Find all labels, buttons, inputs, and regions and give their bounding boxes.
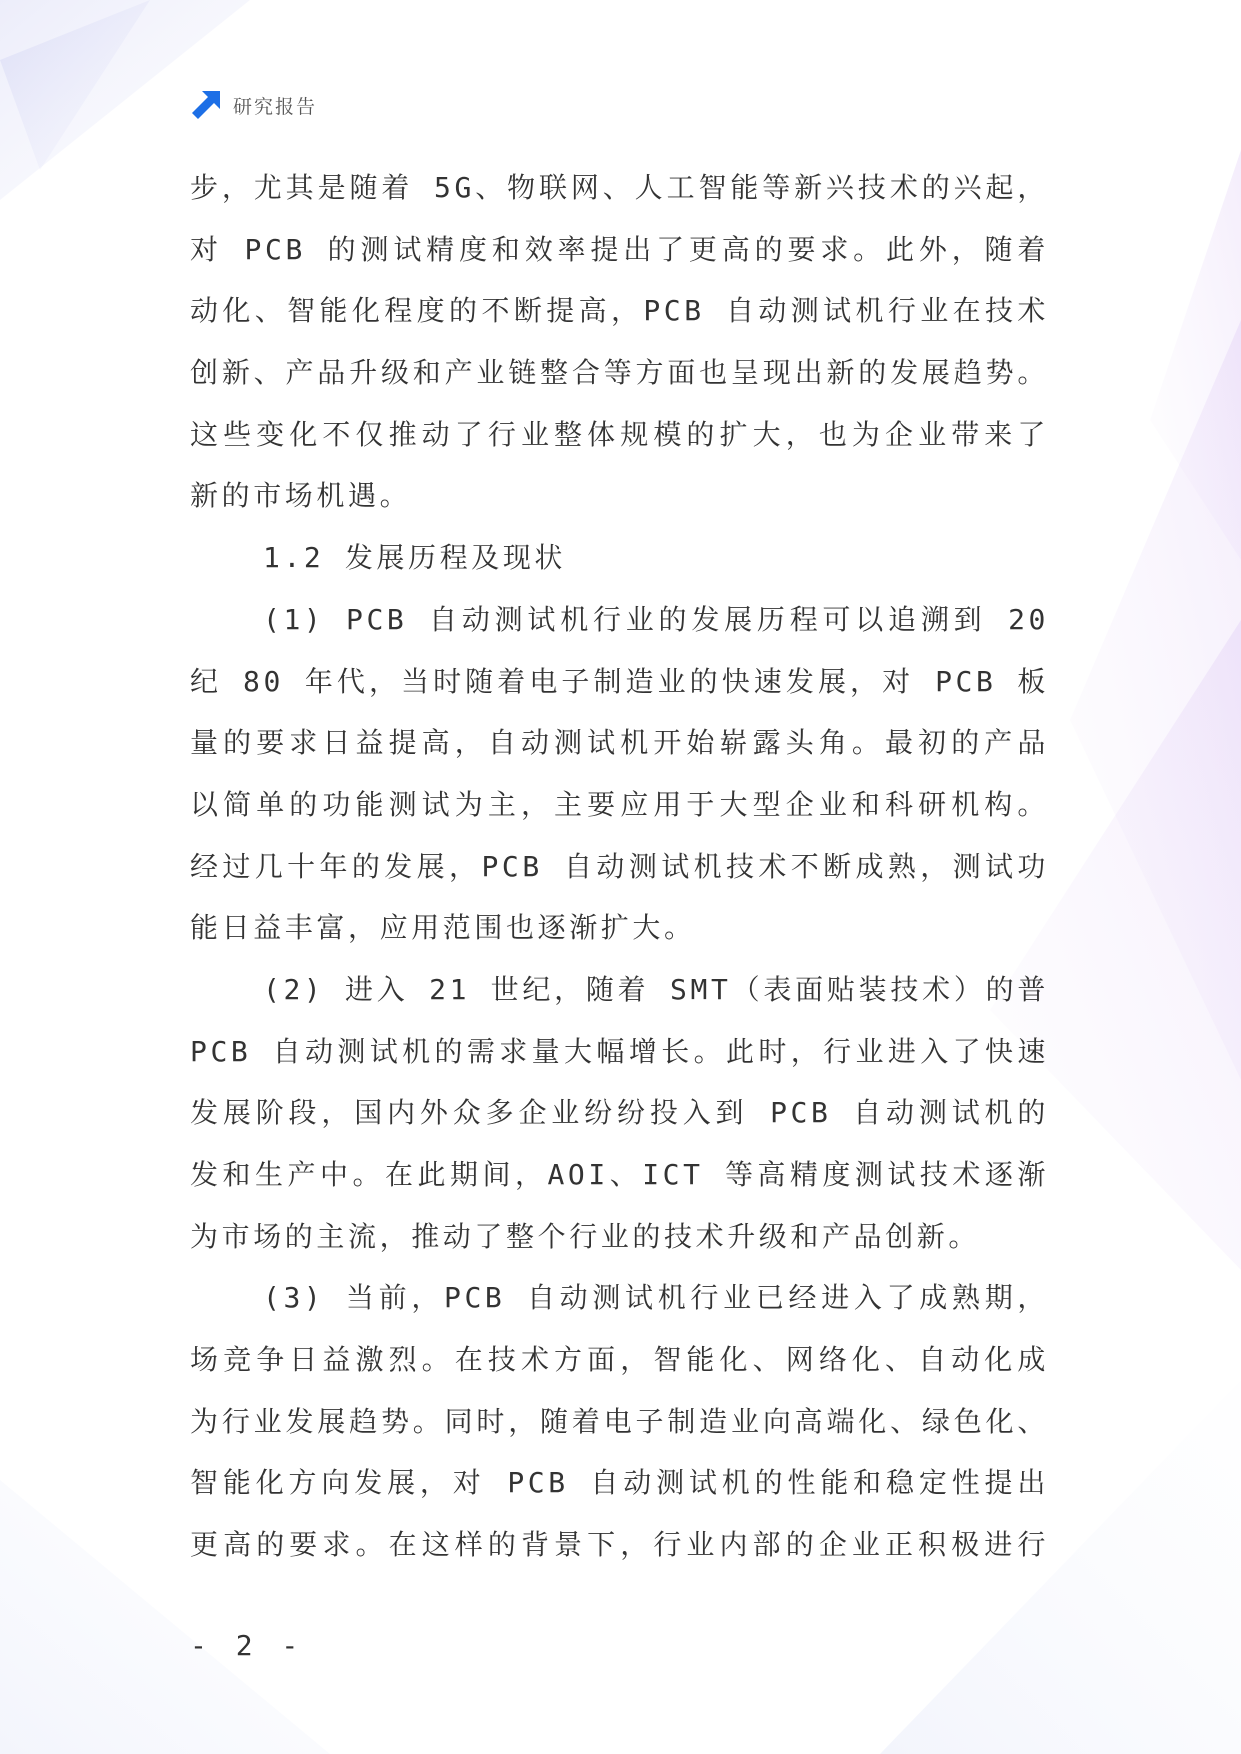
body-text-line: 为市场的主流，推动了整个行业的技术升级和产品创新。 [190, 1219, 981, 1253]
body-text-line: PCB 自动测试机的需求量大幅增长。此时，行业进入了快速 [190, 1034, 1049, 1068]
body-text-line: 为行业发展趋势。同时，随着电子制造业向高端化、绿色化、 [190, 1404, 1049, 1438]
body-text-line: (3) 当前，PCB 自动测试机行业已经进入了成熟期， [263, 1281, 1049, 1315]
body-text-line: 智能化方向发展，对 PCB 自动测试机的性能和稳定性提出 [190, 1466, 1049, 1500]
header-title: 研究报告 [233, 95, 318, 118]
body-text-line: 经过几十年的发展，PCB 自动测试机技术不断成熟，测试功 [190, 849, 1049, 883]
body-text-line: 发展阶段，国内外众多企业纷纷投入到 PCB 自动测试机的 [190, 1096, 1049, 1130]
body-text-line: 场竞争日益激烈。在技术方面，智能化、网络化、自动化成 [190, 1343, 1049, 1377]
body-text-line: 创新、产品升级和产业链整合等方面也呈现出新的发展趋势。 [190, 356, 1049, 390]
report-header [190, 88, 317, 122]
body-text-line: 动化、智能化程度的不断提高，PCB 自动测试机行业在技术 [190, 294, 1049, 328]
arrow-up-right-icon [190, 89, 222, 121]
body-text-line: 纪 80 年代，当时随着电子制造业的快速发展，对 PCB 板 [190, 664, 1049, 698]
body-text-line: 对 PCB 的测试精度和效率提出了更高的要求。此外，随着 [190, 232, 1049, 266]
body-text-line: 这些变化不仅推动了行业整体规模的扩大，也为企业带来了 [190, 417, 1049, 451]
page-number: - 2 - [190, 1629, 305, 1662]
body-text-line: (1) PCB 自动测试机行业的发展历程可以追溯到 20 [263, 602, 1049, 636]
body-text-line: 步，尤其是随着 5G、物联网、人工智能等新兴技术的兴起， [190, 171, 1049, 204]
body-text-line: (2) 进入 21 世纪，随着 SMT（表面贴装技术）的普 [263, 972, 1049, 1006]
body-text-line: 新的市场机遇。 [190, 479, 412, 513]
section-heading: 1.2 发展历程及现状 [263, 541, 567, 575]
body-text-line: 量的要求日益提高，自动测试机开始崭露头角。最初的产品 [190, 726, 1049, 760]
body-text-line: 以简单的功能测试为主，主要应用于大型企业和科研机构。 [190, 787, 1049, 821]
body-text-line: 发和生产中。在此期间，AOI、ICT 等高精度测试技术逐渐 [190, 1158, 1049, 1191]
body-text-line: 能日益丰富，应用范围也逐渐扩大。 [190, 911, 696, 945]
body-text-line: 更高的要求。在这样的背景下，行业内部的企业正积极进行 [190, 1528, 1049, 1562]
report-body [190, 157, 1049, 1576]
